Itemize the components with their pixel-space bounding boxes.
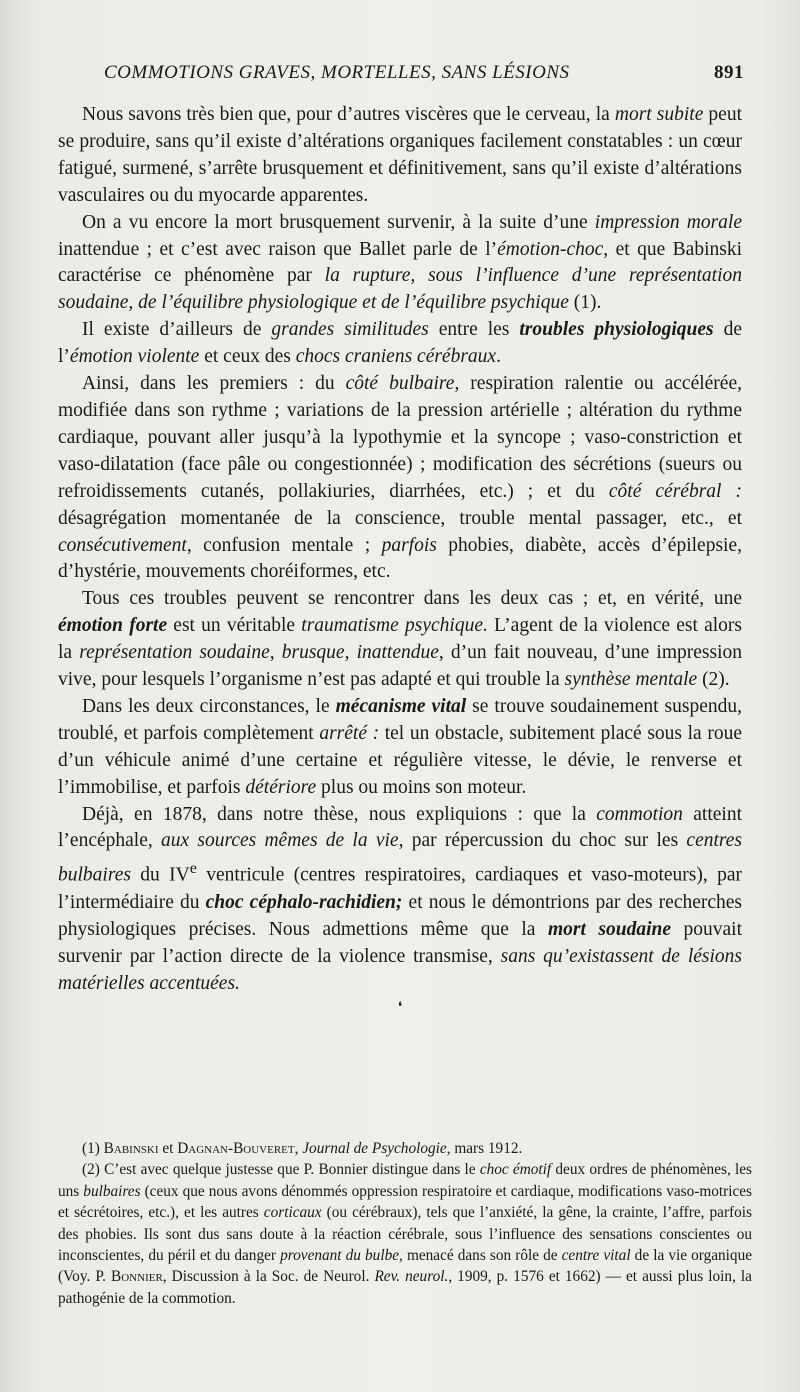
paragraph-2: On a vu encore la mort brusquement survenir, à la suite d’une impression morale inattendue ; et c’est avec raison que Ballet parle de l’émotion-choc, et que Babinski caractérise ce phénomène par la rupture, sous l’influence d’une représentation soudaine, de l’équilibre physiologique et de l’équilibre psychique (1).: [58, 211, 742, 314]
paragraph-7: Déjà, en 1878, dans notre thèse, nous expliquions : que la commotion atteint l’encéphale, aux sources mêmes de la vie, par répercussion du choc sur les centres bulbaires du IVe ventricule (centres respiratoires, cardiaques et vaso-moteurs), par l’intermédiaire du choc céphalo-rachidien; et nous le démontrions par des recherches physiologiques précises. Nous admettions même que la mort soudaine pouvait survenir par l’action directe de la violence transmise, sans qu’existassent de lésions matérielles accentuées.: [58, 803, 743, 994]
paragraph-3: Il existe d’ailleurs de grandes similitudes entre les troubles physiologiques de l’émotion violente et ceux des chocs craniens cérébraux.: [58, 319, 742, 368]
footnotes: [58, 1138, 752, 1309]
footnote-2: (2) C’est avec quelque justesse que P. Bonnier distingue dans le choc émotif deux ordres de phénomènes, les uns bulbaires (ceux que nous avons dénommés oppression respiratoire et cardiaque, modifications vaso-motrices et sécrétoires, etc.), et les autres corticaux (ou cérébraux), tels que l’anxiété, la gêne, la crainte, l’affre, parfois des phobies. Ils sont dus sans doute à la réaction cérébrale, sous l’influence des sensations conscientes ou inconscientes, du péril et du danger provenant du bulbe, menacé dans son rôle de centre vital de la vie organique (Voy. P. Bonnier, Discussion à la Soc. de Neurol. Rev. neurol., 1909, p. 1576 et 1662) — et aussi plus loin, la pathogénie de la commotion.: [58, 1161, 753, 1307]
paragraph-6: Dans les deux circonstances, le mécanisme vital se trouve soudainement suspendu, troublé, et parfois complètement arrêté : tel un obstacle, subitement placé sous la roue d’un véhicule animé d’une certaine et régulière vitesse, le dévie, le renverse et l’immobilise, et parfois détériore plus ou moins son moteur.: [58, 695, 743, 798]
page-number: 891: [714, 62, 744, 83]
paragraph-4: Ainsi, dans les premiers : du côté bulbaire, respiration ralentie ou accélérée, modifiée dans son rythme ; variations de la pression artérielle ; altération du rythme cardiaque, pouvant aller jusqu’à la lypothymie et la syncope ; vaso-constriction et vaso-dilatation (face pâle ou congestionnée) ; modification des sécrétions (sueurs ou refroidissements cutanés, pollakiuries, diarrhées, etc.) ; et du côté cérébral : désagrégation momentanée de la conscience, trouble mental passager, etc., et consécutivement, confusion mentale ; parfois phobies, diabète, accès d’épilepsie, d’hystérie, mouvements choréiformes, etc.: [58, 373, 742, 583]
running-title: COMMOTIONS GRAVES, MORTELLES, SANS LÉSIONS: [104, 62, 570, 83]
paragraph-1: Nous savons très bien que, pour d’autres viscères que le cerveau, la mort subite peut se produire, sans qu’il existe d’altérations organiques facilement constatables : un cœur fatigué, surmené, s’arrête brusquement et définitivement, sans qu’il existe d’altérations vasculaires ou du myocarde apparentes.: [58, 104, 742, 206]
running-header: [104, 62, 744, 92]
paragraph-5: Tous ces troubles peuvent se rencontrer dans les deux cas ; et, en vérité, une émotion forte est un véritable traumatisme psychique. L’agent de la violence est alors la représentation soudaine, brusque, inattendue, d’un fait nouveau, d’une impression vive, pour lesquels l’organisme n’est pas adapté et qui trouble la synthèse mentale (2).: [58, 588, 743, 691]
footnote-1: (1) Babinski et Dagnan-Bouveret, Journal de Psychologie, mars 1912.: [82, 1140, 523, 1157]
main-text: [58, 102, 742, 1019]
ornament: ❛: [397, 1000, 403, 1016]
